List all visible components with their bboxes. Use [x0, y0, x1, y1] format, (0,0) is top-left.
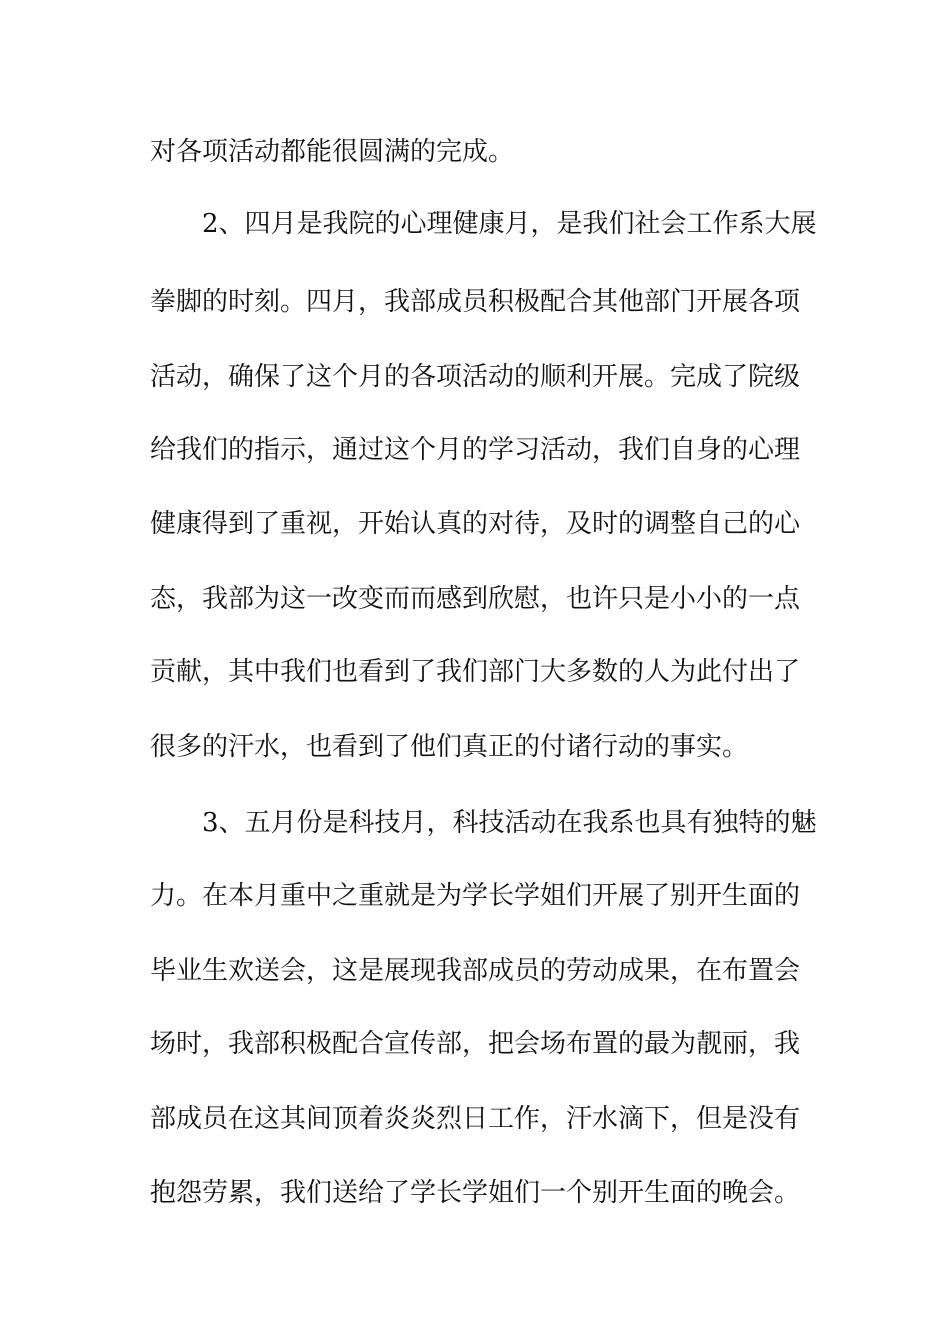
text-line: 贡献，其中我们也看到了我们部门大多数的人为此付出了: [150, 657, 801, 687]
text-line: 抱怨劳累，我们送给了学长学姐们一个别开生面的晚会。: [150, 1178, 801, 1208]
text-line: 健康得到了重视，开始认真的对待，及时的调整自己的心: [150, 509, 801, 539]
text-line: 对各项活动都能很圆满的完成。: [150, 137, 515, 167]
text-line: 活动，确保了这个月的各项活动的顺利开展。完成了院级: [150, 362, 801, 392]
text-line: 毕业生欢送会，这是展现我部成员的劳动成果，在布置会: [150, 956, 801, 986]
text-line: 力。在本月重中之重就是为学长学姐们开展了别开生面的: [150, 881, 801, 911]
text-line: 拳脚的时刻。四月，我部成员积极配合其他部门开展各项: [150, 287, 801, 317]
text-line: 部成员在这其间顶着炎炎烈日工作，汗水滴下，但是没有: [150, 1104, 801, 1134]
text-line: 场时，我部积极配合宣传部，把会场布置的最为靓丽，我: [150, 1029, 801, 1059]
text-line: 2、四月是我院的心理健康月，是我们社会工作系大展: [202, 209, 817, 239]
text-line: 3、五月份是科技月，科技活动在我系也具有独特的魅: [202, 808, 817, 838]
text-line: 给我们的指示，通过这个月的学习活动，我们自身的心理: [150, 435, 801, 465]
text-line: 态，我部为这一改变而而感到欣慰，也许只是小小的一点: [150, 584, 801, 614]
text-line: 很多的汗水，也看到了他们真正的付诸行动的事实。: [150, 732, 749, 762]
